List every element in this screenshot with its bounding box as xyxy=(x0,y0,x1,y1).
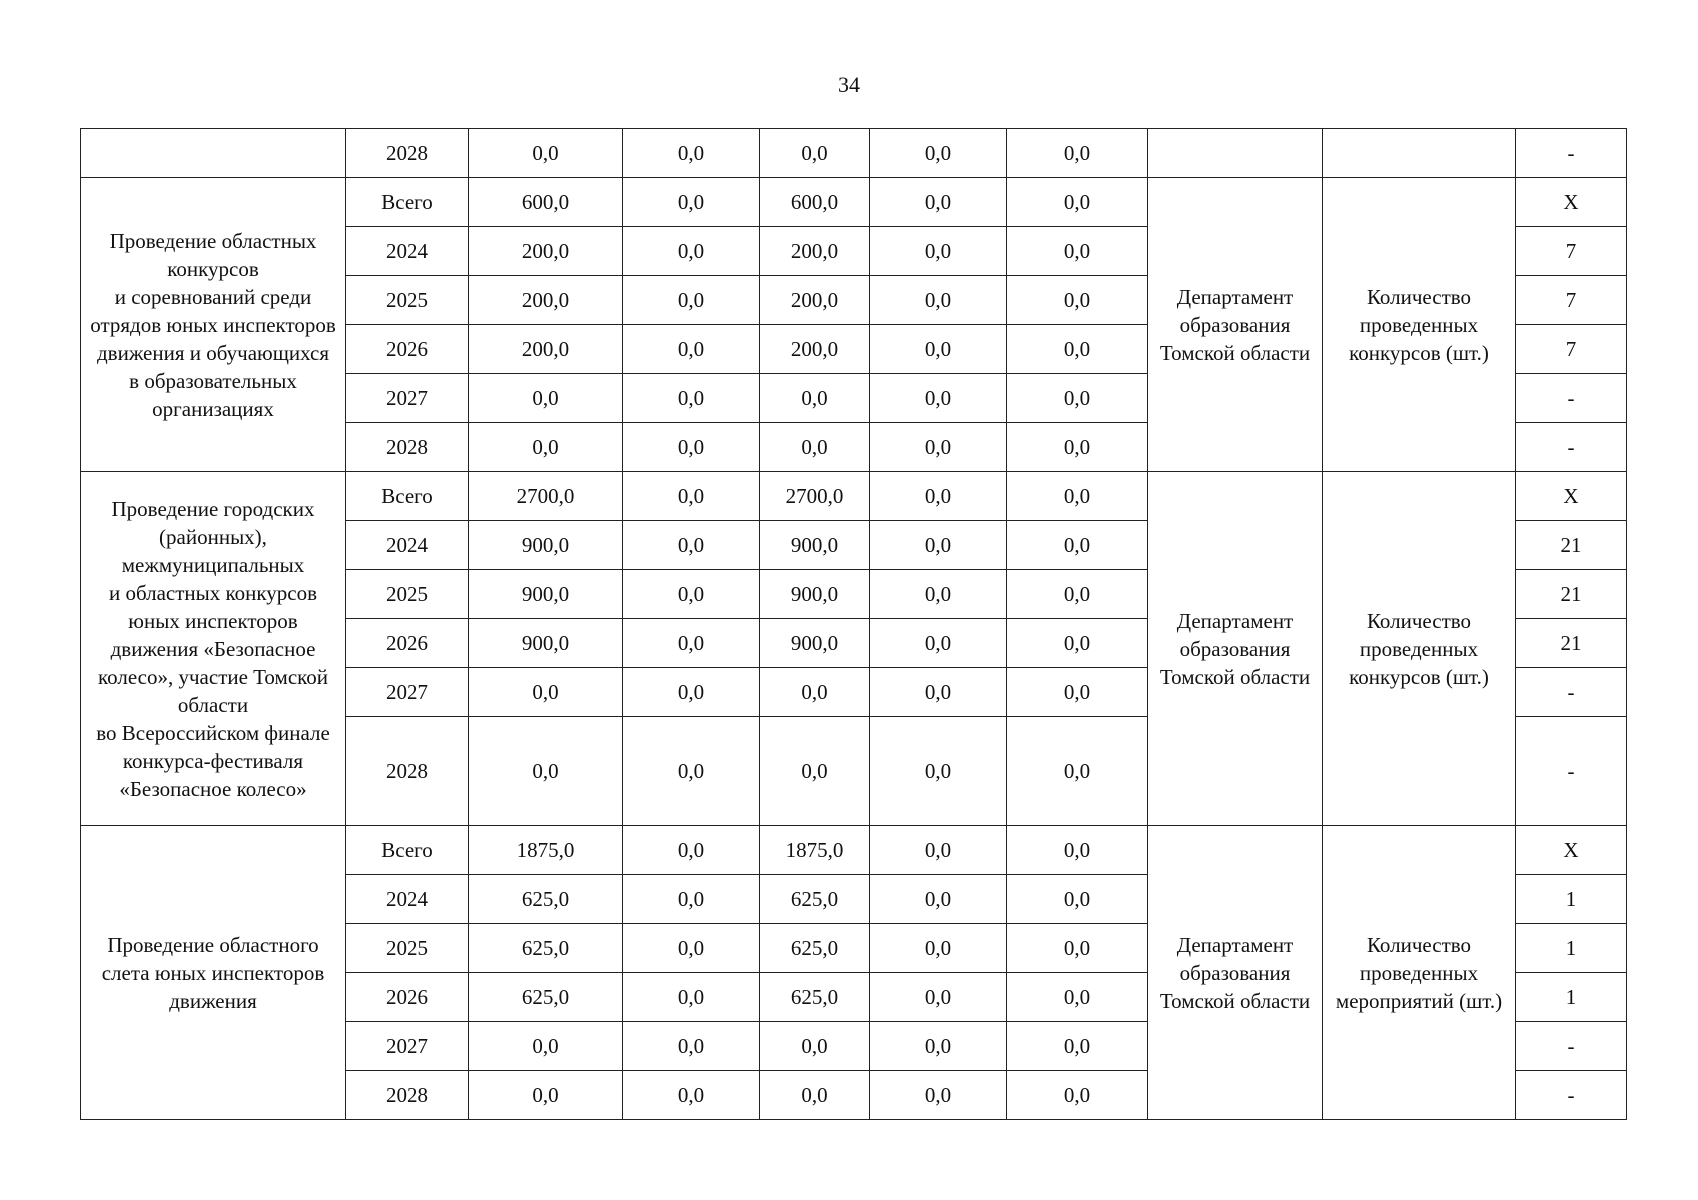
year-cell: 2026 xyxy=(346,619,469,668)
value-cell: 0,0 xyxy=(870,521,1007,570)
result-cell: X xyxy=(1516,472,1627,521)
value-cell: 0,0 xyxy=(870,276,1007,325)
indicator-cell: Количество проведенных мероприятий (шт.) xyxy=(1323,826,1516,1120)
value-cell: 0,0 xyxy=(1007,570,1148,619)
value-cell: 0,0 xyxy=(1007,227,1148,276)
value-cell: 0,0 xyxy=(870,178,1007,227)
description-cell: Проведение городских (районных), межмуниципальных и областных конкурсов юных инспекторов движения «Безопасное колесо», участие Томской области во Всероссийском финале конкурса-фестиваля «Безопасное колесо» xyxy=(81,472,346,826)
result-cell: - xyxy=(1516,717,1627,826)
value-cell: 0,0 xyxy=(870,717,1007,826)
value-cell: 0,0 xyxy=(623,129,760,178)
value-cell: 0,0 xyxy=(870,325,1007,374)
value-cell: 0,0 xyxy=(1007,826,1148,875)
value-cell: 0,0 xyxy=(469,129,623,178)
value-cell: 900,0 xyxy=(469,619,623,668)
table-row xyxy=(81,826,1627,875)
value-cell: 0,0 xyxy=(1007,1071,1148,1120)
year-cell: 2028 xyxy=(346,129,469,178)
value-cell: 0,0 xyxy=(870,129,1007,178)
value-cell: 0,0 xyxy=(623,668,760,717)
value-cell: 0,0 xyxy=(870,374,1007,423)
value-cell: 0,0 xyxy=(1007,1022,1148,1071)
result-cell: - xyxy=(1516,668,1627,717)
result-cell: - xyxy=(1516,423,1627,472)
value-cell: 0,0 xyxy=(870,472,1007,521)
year-cell: 2025 xyxy=(346,924,469,973)
value-cell: 0,0 xyxy=(1007,374,1148,423)
indicator-cell xyxy=(1323,129,1516,178)
value-cell: 0,0 xyxy=(760,668,870,717)
value-cell: 0,0 xyxy=(623,1022,760,1071)
description-cell: Проведение областного слета юных инспекторов движения xyxy=(81,826,346,1120)
value-cell: 0,0 xyxy=(469,717,623,826)
value-cell: 0,0 xyxy=(1007,423,1148,472)
value-cell: 900,0 xyxy=(760,619,870,668)
result-cell: 1 xyxy=(1516,924,1627,973)
value-cell: 0,0 xyxy=(870,668,1007,717)
value-cell: 0,0 xyxy=(870,227,1007,276)
result-cell: - xyxy=(1516,129,1627,178)
year-cell: 2026 xyxy=(346,325,469,374)
value-cell: 625,0 xyxy=(469,973,623,1022)
value-cell: 0,0 xyxy=(469,1022,623,1071)
value-cell: 0,0 xyxy=(623,619,760,668)
value-cell: 0,0 xyxy=(870,1071,1007,1120)
value-cell: 0,0 xyxy=(623,826,760,875)
value-cell: 200,0 xyxy=(760,325,870,374)
value-cell: 0,0 xyxy=(760,129,870,178)
value-cell: 0,0 xyxy=(623,374,760,423)
value-cell: 0,0 xyxy=(623,1071,760,1120)
value-cell: 0,0 xyxy=(623,521,760,570)
value-cell: 0,0 xyxy=(760,1071,870,1120)
value-cell: 0,0 xyxy=(870,875,1007,924)
value-cell: 0,0 xyxy=(623,973,760,1022)
description-cell: Проведение областных конкурсов и соревнований среди отрядов юных инспекторов движения и обучающихся в образовательных организациях xyxy=(81,178,346,472)
result-cell: 21 xyxy=(1516,521,1627,570)
year-cell: 2027 xyxy=(346,1022,469,1071)
year-cell: 2028 xyxy=(346,717,469,826)
value-cell: 0,0 xyxy=(623,325,760,374)
year-cell: Всего xyxy=(346,826,469,875)
value-cell: 0,0 xyxy=(870,826,1007,875)
table-row xyxy=(81,472,1627,521)
value-cell: 625,0 xyxy=(760,973,870,1022)
value-cell: 0,0 xyxy=(623,276,760,325)
value-cell: 0,0 xyxy=(623,924,760,973)
value-cell: 0,0 xyxy=(760,717,870,826)
value-cell: 0,0 xyxy=(760,374,870,423)
year-cell: 2025 xyxy=(346,276,469,325)
result-cell: 7 xyxy=(1516,227,1627,276)
value-cell: 600,0 xyxy=(760,178,870,227)
year-cell: 2028 xyxy=(346,423,469,472)
year-cell: 2024 xyxy=(346,875,469,924)
value-cell: 625,0 xyxy=(469,924,623,973)
result-cell: X xyxy=(1516,178,1627,227)
value-cell: 2700,0 xyxy=(760,472,870,521)
result-cell: 7 xyxy=(1516,276,1627,325)
executor-cell: Департамент образования Томской области xyxy=(1148,826,1323,1120)
value-cell: 625,0 xyxy=(760,924,870,973)
value-cell: 0,0 xyxy=(623,570,760,619)
value-cell: 0,0 xyxy=(870,1022,1007,1071)
value-cell: 200,0 xyxy=(760,276,870,325)
value-cell: 900,0 xyxy=(760,570,870,619)
indicator-cell: Количество проведенных конкурсов (шт.) xyxy=(1323,472,1516,826)
year-cell: 2024 xyxy=(346,521,469,570)
value-cell: 0,0 xyxy=(1007,619,1148,668)
year-cell: 2027 xyxy=(346,374,469,423)
year-cell: 2027 xyxy=(346,668,469,717)
result-cell: 21 xyxy=(1516,570,1627,619)
year-cell: 2024 xyxy=(346,227,469,276)
result-cell: 21 xyxy=(1516,619,1627,668)
value-cell: 0,0 xyxy=(623,472,760,521)
value-cell: 0,0 xyxy=(760,1022,870,1071)
value-cell: 0,0 xyxy=(870,924,1007,973)
table-row xyxy=(81,178,1627,227)
value-cell: 0,0 xyxy=(870,973,1007,1022)
value-cell: 0,0 xyxy=(1007,472,1148,521)
value-cell: 0,0 xyxy=(1007,973,1148,1022)
year-cell: Всего xyxy=(346,178,469,227)
value-cell: 625,0 xyxy=(469,875,623,924)
value-cell: 0,0 xyxy=(623,875,760,924)
year-cell: 2026 xyxy=(346,973,469,1022)
value-cell: 0,0 xyxy=(1007,178,1148,227)
value-cell: 0,0 xyxy=(1007,717,1148,826)
value-cell: 0,0 xyxy=(1007,129,1148,178)
value-cell: 0,0 xyxy=(870,570,1007,619)
result-cell: - xyxy=(1516,1071,1627,1120)
value-cell: 0,0 xyxy=(870,619,1007,668)
value-cell: 0,0 xyxy=(623,227,760,276)
result-cell: - xyxy=(1516,374,1627,423)
executor-cell: Департамент образования Томской области xyxy=(1148,178,1323,472)
value-cell: 0,0 xyxy=(870,423,1007,472)
value-cell: 200,0 xyxy=(469,227,623,276)
value-cell: 0,0 xyxy=(1007,924,1148,973)
result-cell: X xyxy=(1516,826,1627,875)
result-cell: 7 xyxy=(1516,325,1627,374)
value-cell: 0,0 xyxy=(469,668,623,717)
result-cell: - xyxy=(1516,1022,1627,1071)
value-cell: 0,0 xyxy=(469,1071,623,1120)
value-cell: 900,0 xyxy=(760,521,870,570)
value-cell: 0,0 xyxy=(1007,875,1148,924)
value-cell: 0,0 xyxy=(1007,521,1148,570)
page-number: 34 xyxy=(838,72,860,97)
value-cell: 2700,0 xyxy=(469,472,623,521)
value-cell: 0,0 xyxy=(469,374,623,423)
value-cell: 200,0 xyxy=(469,276,623,325)
value-cell: 900,0 xyxy=(469,521,623,570)
description-cell xyxy=(81,129,346,178)
value-cell: 200,0 xyxy=(469,325,623,374)
value-cell: 600,0 xyxy=(469,178,623,227)
value-cell: 1875,0 xyxy=(469,826,623,875)
indicator-cell: Количество проведенных конкурсов (шт.) xyxy=(1323,178,1516,472)
value-cell: 900,0 xyxy=(469,570,623,619)
value-cell: 0,0 xyxy=(469,423,623,472)
executor-cell: Департамент образования Томской области xyxy=(1148,472,1323,826)
value-cell: 200,0 xyxy=(760,227,870,276)
value-cell: 0,0 xyxy=(1007,325,1148,374)
result-cell: 1 xyxy=(1516,973,1627,1022)
result-cell: 1 xyxy=(1516,875,1627,924)
value-cell: 0,0 xyxy=(1007,276,1148,325)
value-cell: 0,0 xyxy=(623,423,760,472)
table-row xyxy=(81,129,1627,178)
value-cell: 625,0 xyxy=(760,875,870,924)
year-cell: Всего xyxy=(346,472,469,521)
year-cell: 2028 xyxy=(346,1071,469,1120)
value-cell: 0,0 xyxy=(623,178,760,227)
value-cell: 0,0 xyxy=(760,423,870,472)
executor-cell xyxy=(1148,129,1323,178)
budget-table xyxy=(80,128,1627,1120)
year-cell: 2025 xyxy=(346,570,469,619)
value-cell: 0,0 xyxy=(1007,668,1148,717)
value-cell: 0,0 xyxy=(623,717,760,826)
value-cell: 1875,0 xyxy=(760,826,870,875)
